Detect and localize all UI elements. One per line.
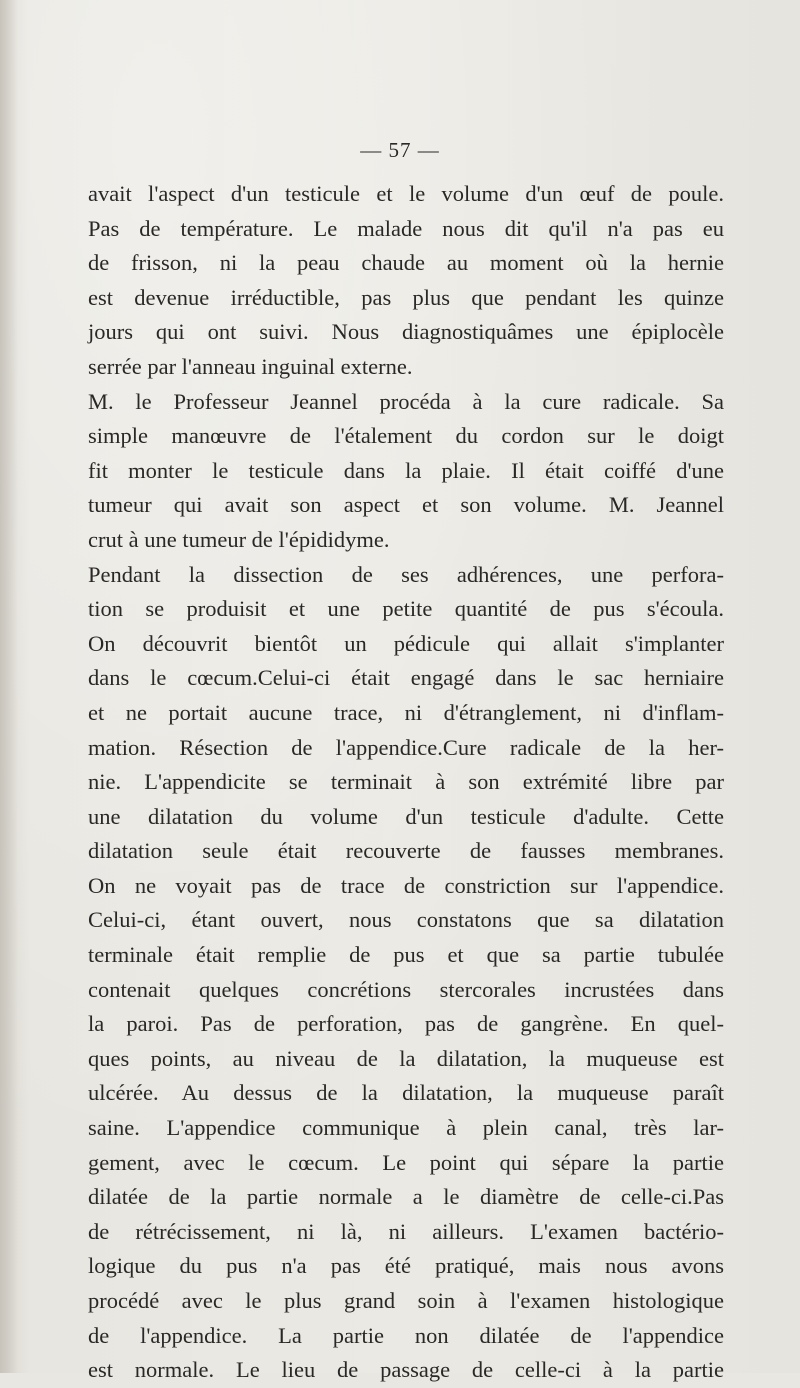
text-line: fit monter le testicule dans la plaie. Il était coiffé d'une — [88, 457, 724, 483]
text-line: est normale. Le lieu de passage de celle-ci à la partie — [88, 1357, 724, 1383]
text-line: de frisson, ni la peau chaude au moment où la hernie — [88, 250, 724, 276]
text-line: On ne voyait pas de trace de constriction sur l'appendice. — [88, 872, 724, 898]
text-line: serrée par l'anneau inguinal externe. — [88, 353, 413, 379]
text-line: de rétrécissement, ni là, ni ailleurs. L'examen bactério- — [88, 1218, 724, 1244]
text-line: tumeur qui avait son aspect et son volume. M. Jeannel — [88, 492, 724, 518]
page-edge-shadow — [0, 0, 18, 1373]
text-line: saine. L'appendice communique à plein canal, très lar- — [88, 1115, 724, 1141]
text-line: est devenue irréductible, pas plus que pendant les quinze — [88, 284, 724, 310]
text-line: nie. L'appendicite se terminait à son extrémité libre par — [88, 769, 724, 795]
text-line: M. le Professeur Jeannel procéda à la cure radicale. Sa — [88, 388, 724, 414]
text-line: crut à une tumeur de l'épididyme. — [88, 526, 390, 552]
text-line: et ne portait aucune trace, ni d'étranglement, ni d'inflam- — [88, 699, 724, 725]
text-line: la paroi. Pas de perforation, pas de gangrène. En quel- — [88, 1011, 724, 1037]
text-line: logique du pus n'a pas été pratiqué, mais nous avons — [88, 1253, 724, 1279]
text-line: terminale était remplie de pus et que sa partie tubulée — [88, 942, 724, 968]
text-line: simple manœuvre de l'étalement du cordon sur le doigt — [88, 423, 724, 449]
text-line: une dilatation du volume d'un testicule d'adulte. Cette — [88, 803, 724, 829]
text-line: avait l'aspect d'un testicule et le volume d'un œuf de poule. — [88, 181, 724, 206]
text-line: dilatation seule était recouverte de fausses membranes. — [88, 838, 724, 864]
text-line: Celui-ci, étant ouvert, nous constatons que sa dilatation — [88, 907, 724, 933]
text-line: tion se produisit et une petite quantité de pus s'écoula. — [88, 596, 724, 622]
page-number: — 57 — — [360, 138, 440, 162]
text-line: dans le cœcum.Celui-ci était engagé dans le sac herniaire — [88, 665, 724, 691]
text-line: Pendant la dissection de ses adhérences, une perfora- — [88, 561, 724, 587]
text-line: dilatée de la partie normale a le diamètre de celle-ci.Pas — [88, 1184, 724, 1210]
text-line: mation. Résection de l'appendice.Cure radicale de la her- — [88, 734, 724, 760]
body-text — [88, 177, 724, 1388]
text-line: ques points, au niveau de la dilatation, la muqueuse est — [88, 1045, 724, 1071]
text-line: procédé avec le plus grand soin à l'examen histologique — [88, 1288, 724, 1313]
text-line: de l'appendice. La partie non dilatée de l'appendice — [88, 1322, 724, 1348]
text-line: On découvrit bientôt un pédicule qui allait s'implanter — [88, 630, 724, 656]
text-line: contenait quelques concrétions stercorales incrustées dans — [88, 976, 724, 1002]
text-line: ulcérée. Au dessus de la dilatation, la muqueuse paraît — [88, 1080, 724, 1106]
text-line: gement, avec le cœcum. Le point qui sépare la partie — [88, 1149, 724, 1175]
text-line: Pas de température. Le malade nous dit qu'il n'a pas eu — [88, 215, 724, 241]
text-line: jours qui ont suivi. Nous diagnostiquâmes une épiplocèle — [88, 319, 724, 345]
